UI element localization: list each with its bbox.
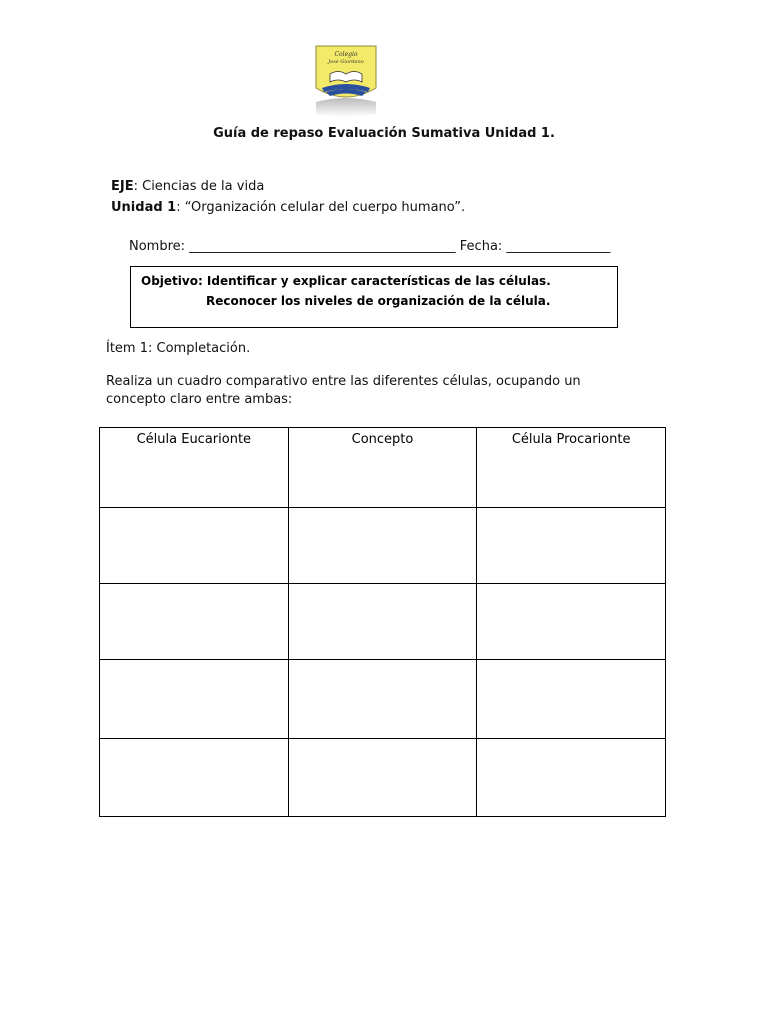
table-row — [100, 660, 666, 739]
instruction-line-1: Realiza un cuadro comparativo entre las diferentes células, ocupando un — [106, 374, 581, 389]
logo-text-bottom: José Giordano — [328, 59, 364, 65]
table-cell[interactable] — [100, 584, 289, 660]
table-cell[interactable] — [288, 660, 477, 739]
nombre-fecha-line[interactable]: Nombre: _________________________________________ Fecha: ________________ — [129, 239, 611, 254]
table-cell[interactable] — [288, 508, 477, 584]
objective-box — [130, 266, 618, 328]
unidad-value: : “Organización celular del cuerpo humano”. — [176, 200, 466, 215]
eje-label: EJE — [111, 179, 134, 194]
comparison-table — [99, 427, 666, 817]
table-row — [100, 739, 666, 817]
instruction-line-2: concepto claro entre ambas: — [106, 392, 293, 407]
table-cell[interactable] — [477, 584, 666, 660]
school-logo — [312, 44, 380, 120]
table-cell[interactable] — [477, 739, 666, 817]
table-cell[interactable] — [288, 584, 477, 660]
page-title: Guía de repaso Evaluación Sumativa Unidad 1. — [213, 126, 555, 141]
table-header-row — [100, 428, 666, 508]
objective-line-2: Reconocer los niveles de organización de la célula. — [206, 294, 551, 308]
header-concepto: Concepto — [288, 428, 477, 508]
table-cell[interactable] — [100, 739, 289, 817]
item-title: Ítem 1: Completación. — [106, 341, 251, 356]
table-cell[interactable] — [100, 660, 289, 739]
logo-text-top: Colegio — [334, 51, 358, 58]
table-cell[interactable] — [288, 739, 477, 817]
unidad-label: Unidad 1 — [111, 200, 177, 215]
unidad-line — [111, 200, 465, 215]
table-row — [100, 584, 666, 660]
eje-value: : Ciencias de la vida — [133, 179, 265, 194]
table-row — [100, 508, 666, 584]
table-cell[interactable] — [477, 508, 666, 584]
eje-line — [111, 179, 264, 194]
table-cell[interactable] — [477, 660, 666, 739]
header-eucarionte: Célula Eucarionte — [100, 428, 289, 508]
header-procarionte: Célula Procarionte — [477, 428, 666, 508]
table-cell[interactable] — [100, 508, 289, 584]
objective-line-1: Objetivo: Identificar y explicar características de las células. — [141, 274, 551, 288]
